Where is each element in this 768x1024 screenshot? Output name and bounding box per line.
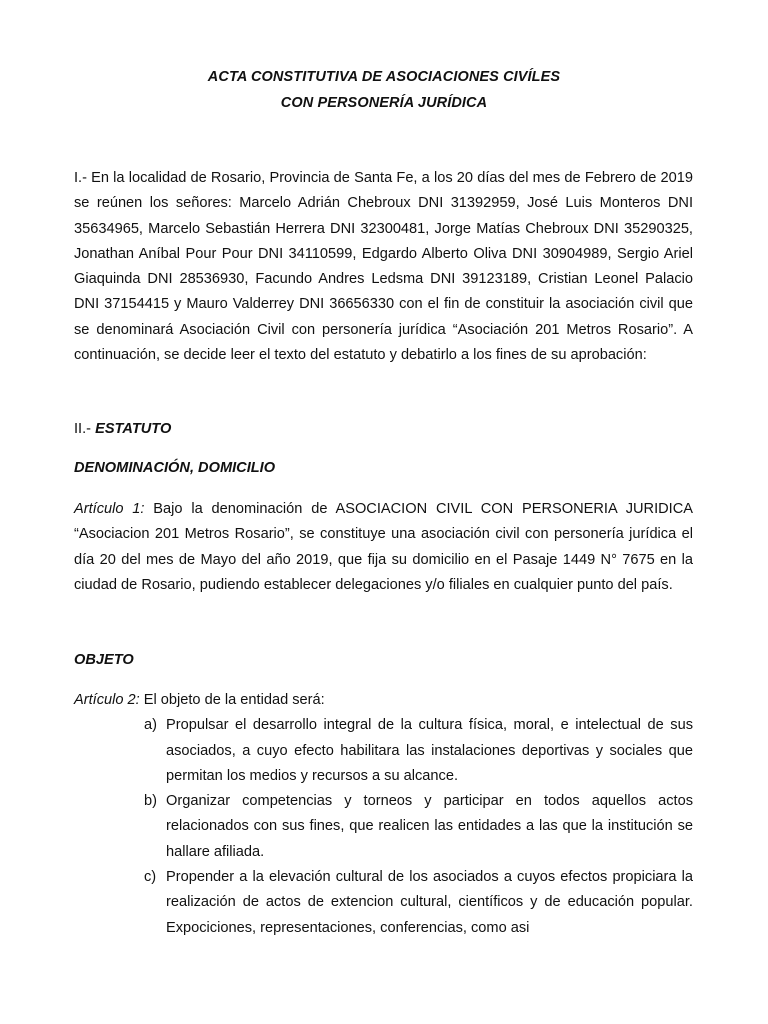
objetivos-list: [74, 713, 693, 941]
list-item: [144, 713, 693, 789]
list-item-text: Propulsar el desarrollo integral de la cultura física, moral, e intelectual de sus asociados, a cuyo efecto habilitara las instalaciones deportivas y sociales que permitan los medios y recursos a su alcance.: [166, 717, 693, 784]
title-line-2: CON PERSONERÍA JURÍDICA: [280, 95, 488, 111]
document-title: [0, 64, 768, 116]
title-line-1: ACTA CONSTITUTIVA DE ASOCIACIONES CIVÍLES: [207, 69, 561, 85]
article-1-label: Artículo 1:: [74, 501, 145, 517]
article-2-label: Artículo 2:: [74, 692, 140, 708]
article-1-text: Bajo la denominación de ASOCIACION CIVIL CON PERSONERIA JURIDICA “Asociacion 201 Metros Rosario”, se constituye una asociación civil con personería jurídica el día 20 del mes de Mayo del año 2019, que fija su domicilio en el Pasaje 1449 N° 7675 en la ciudad de Rosario, pudiendo establecer delegaciones y/o filiales en cualquier punto del país.: [74, 501, 694, 593]
list-item: [144, 789, 693, 865]
list-item: [144, 865, 693, 941]
list-item-marker: b): [144, 793, 157, 810]
list-item-text: Organizar competencias y torneos y participar en todos aquellos actos relacionados con sus fines, que realicen las entidades a las que la institución se hallare afiliada.: [166, 793, 693, 860]
list-item-text: Propender a la elevación cultural de los asociados a cuyos efectos propiciara la realización de actos de extencion cultural, científicos y de educación popular. Expociciones, representaciones, conferencias, como asi: [166, 869, 693, 936]
heading-denominacion-domicilio: DENOMINACIÓN, DOMICILIO: [74, 460, 276, 476]
intro-paragraph: I.- En la localidad de Rosario, Provincia de Santa Fe, a los 20 días del mes de Febrero de 2019 se reúnen los señores: Marcelo Adrián Chebroux DNI 31392959, José Luis Monteros DNI 35634965, Marcelo Sebastián Herrera DNI 32300481, Jorge Matías Chebroux DNI 35290325, Jonathan Aníbal Pour Pour DNI 34110599, Edgardo Alberto Oliva DNI 30904989, Sergio Ariel Giaquinda DNI 28536930, Facundo Andres Ledsma DNI 39123189, Cristian Leonel Palacio DNI 37154415 y Mauro Valderrey DNI 36656330 con el fin de constituir la asociación civil que se denominará Asociación Civil con personería jurídica “Asociación 201 Metros Rosario”. A continuación, se decide leer el texto del estatuto y debatirlo a los fines de su aprobación:: [74, 170, 693, 364]
section-title: ESTATUTO: [95, 421, 172, 437]
article-2-intro: [74, 688, 693, 713]
article-1: [74, 497, 693, 598]
article-2: [74, 688, 693, 941]
article-2-text: El objeto de la entidad será:: [139, 692, 325, 708]
list-item-marker: a): [144, 717, 157, 734]
heading-objeto: OBJETO: [74, 652, 134, 668]
list-item-marker: c): [144, 869, 157, 886]
section-estatuto-heading: [74, 417, 693, 442]
section-number: II.-: [74, 421, 92, 437]
